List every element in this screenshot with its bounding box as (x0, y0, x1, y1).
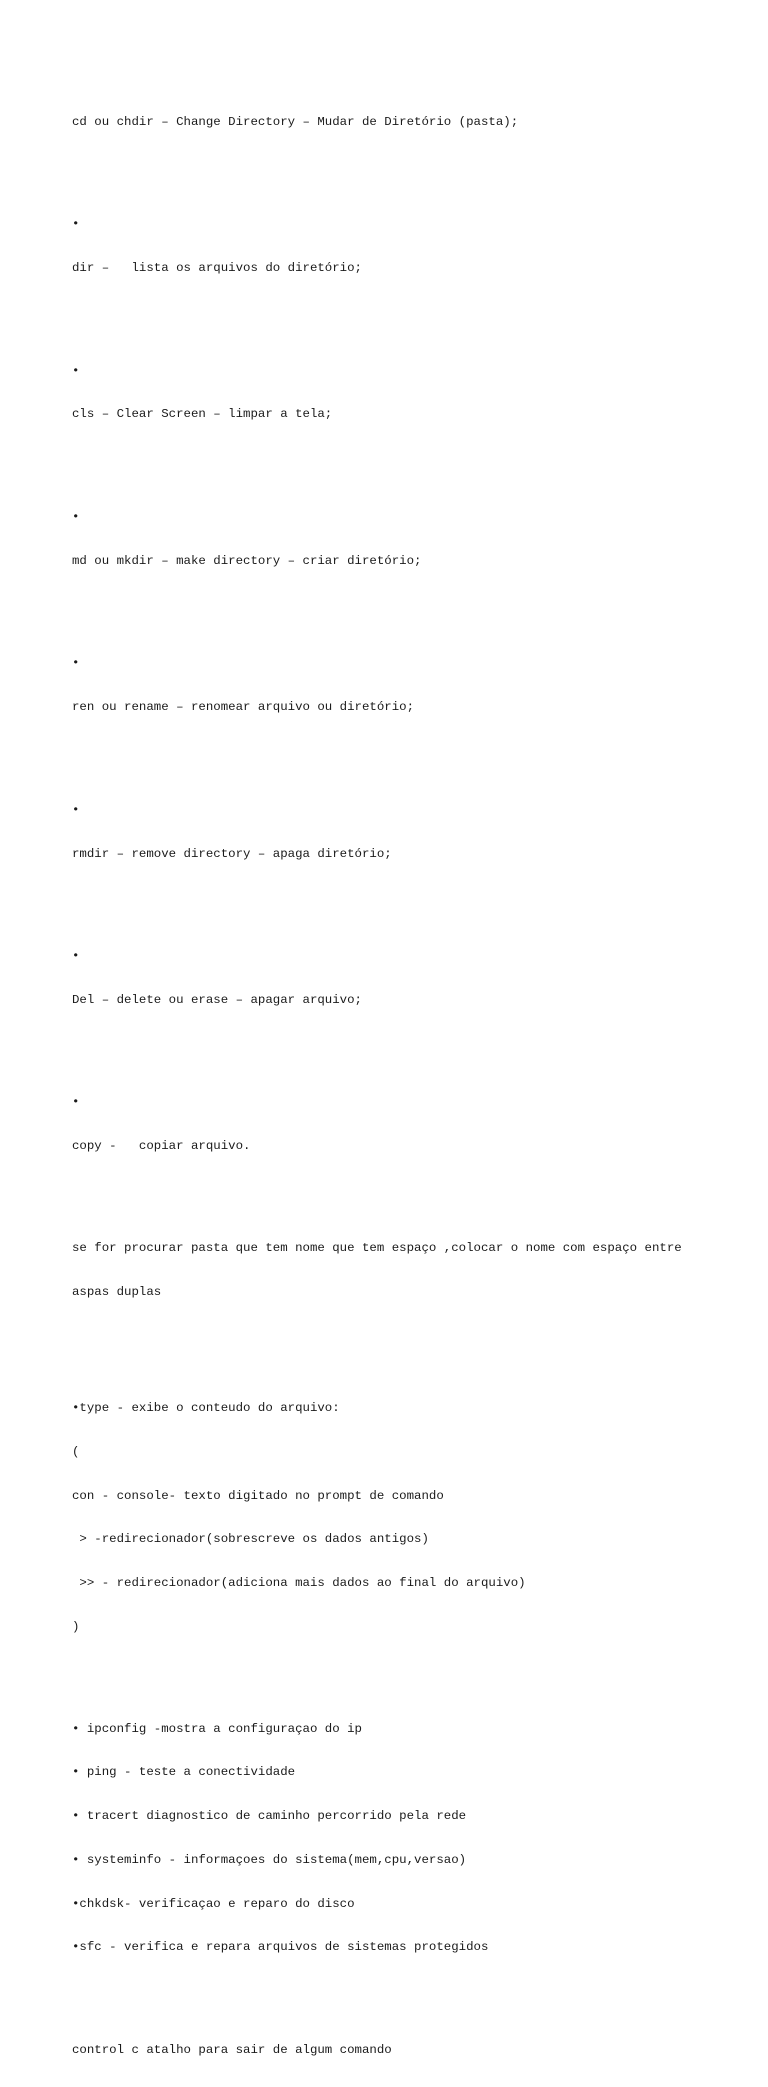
command-line-dir: dir – lista os arquivos do diretório; (72, 261, 362, 276)
command-line-md: md ou mkdir – make directory – criar diretório; (72, 553, 422, 568)
command-line-cls: cls – Clear Screen – limpar a tela; (72, 407, 333, 422)
type-block-line: con - console- texto digitado no prompt de comando (72, 1488, 444, 1503)
footer-note: control c atalho para sair de algum comando (72, 2043, 392, 2058)
network-block-line: •chkdsk- verificaçao e reparo do disco (72, 1896, 355, 1911)
type-block-line: •type - exibe o conteudo do arquivo: (72, 1401, 340, 1416)
type-block-line: ( (72, 1444, 80, 1459)
network-block-line: • ipconfig -mostra a configuraçao do ip (72, 1721, 362, 1736)
type-block-line: ) (72, 1620, 80, 1634)
bullet-md: • (72, 510, 80, 525)
command-line-cd: cd ou chdir – Change Directory – Mudar de Diretório (pasta); (72, 114, 519, 129)
document-body (72, 71, 702, 2087)
note-line-2: aspas duplas (72, 1284, 162, 1299)
bullet-ren: • (72, 656, 80, 671)
note-line-1: se for procurar pasta que tem nome que tem espaço ,colocar o nome com espaço entre (72, 1240, 682, 1255)
command-line-ren: ren ou rename – renomear arquivo ou diretório; (72, 700, 415, 715)
network-block-line: • systeminfo - informaçoes do sistema(mem,cpu,versao) (72, 1852, 467, 1867)
network-block-line: • tracert diagnostico de caminho percorrido pela rede (72, 1809, 467, 1824)
bullet-del: • (72, 949, 80, 964)
bullet-rmdir: • (72, 802, 80, 817)
type-block-line: > -redirecionador(sobrescreve os dados antigos) (72, 1532, 429, 1547)
bullet-dir: • (72, 217, 80, 232)
command-line-del: Del – delete ou erase – apagar arquivo; (72, 992, 362, 1007)
command-line-copy: copy - copiar arquivo. (72, 1139, 251, 1154)
type-block-line: >> - redirecionador(adiciona mais dados ao final do arquivo) (72, 1576, 526, 1591)
network-block-line: •sfc - verifica e repara arquivos de sistemas protegidos (72, 1940, 489, 1955)
command-line-rmdir: rmdir – remove directory – apaga diretório; (72, 846, 392, 861)
bullet-copy: • (72, 1095, 80, 1110)
network-block-line: • ping - teste a conectividade (72, 1765, 296, 1780)
bullet-cls: • (72, 363, 80, 378)
